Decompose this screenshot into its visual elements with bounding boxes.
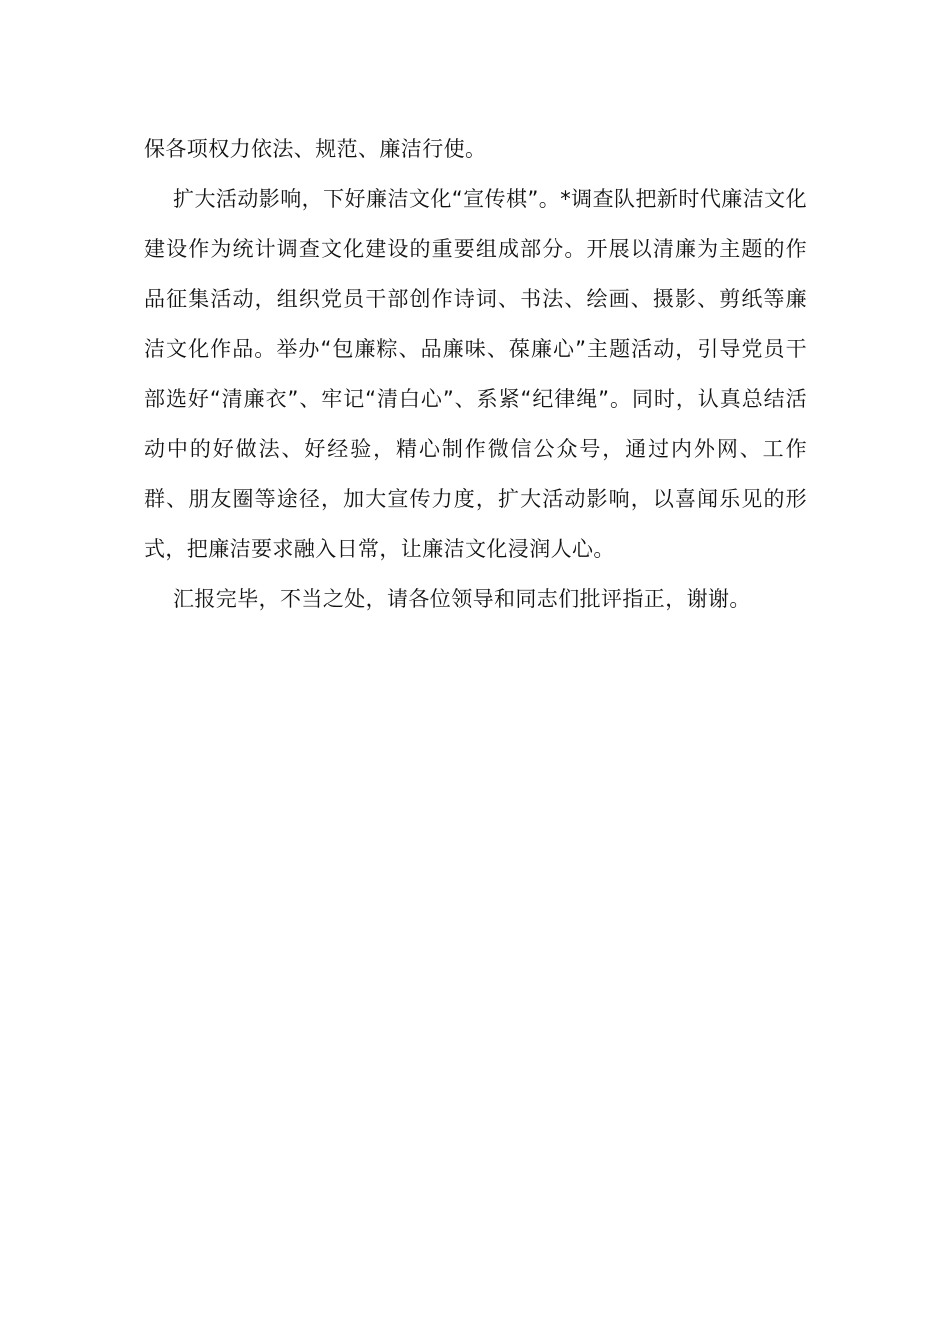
document-body xyxy=(144,124,807,624)
paragraph-closing: 汇报完毕，不当之处，请各位领导和同志们批评指正，谢谢。 xyxy=(173,587,751,611)
paragraph-continuation: 保各项权力依法、规范、廉洁行使。 xyxy=(144,137,487,161)
paragraph-publicity: 扩大活动影响，下好廉洁文化“宣传棋”。*调查队把新时代廉洁文化建设作为统计调查文化建设的重要组成部分。开展以清廉为主题的作品征集活动，组织党员干部创作诗词、书法、绘画、摄影、剪纸等廉洁文化作品。举办“包廉粽、品廉味、葆廉心”主题活动，引导党员干部选好“清廉衣”、牢记“清白心”、系紧“纪律绳”。同时，认真总结活动中的好做法、好经验，精心制作微信公众号，通过内外网、工作群、朋友圈等途径，加大宣传力度，扩大活动影响，以喜闻乐见的形式，把廉洁要求融入日常，让廉洁文化浸润人心。 xyxy=(144,187,807,561)
